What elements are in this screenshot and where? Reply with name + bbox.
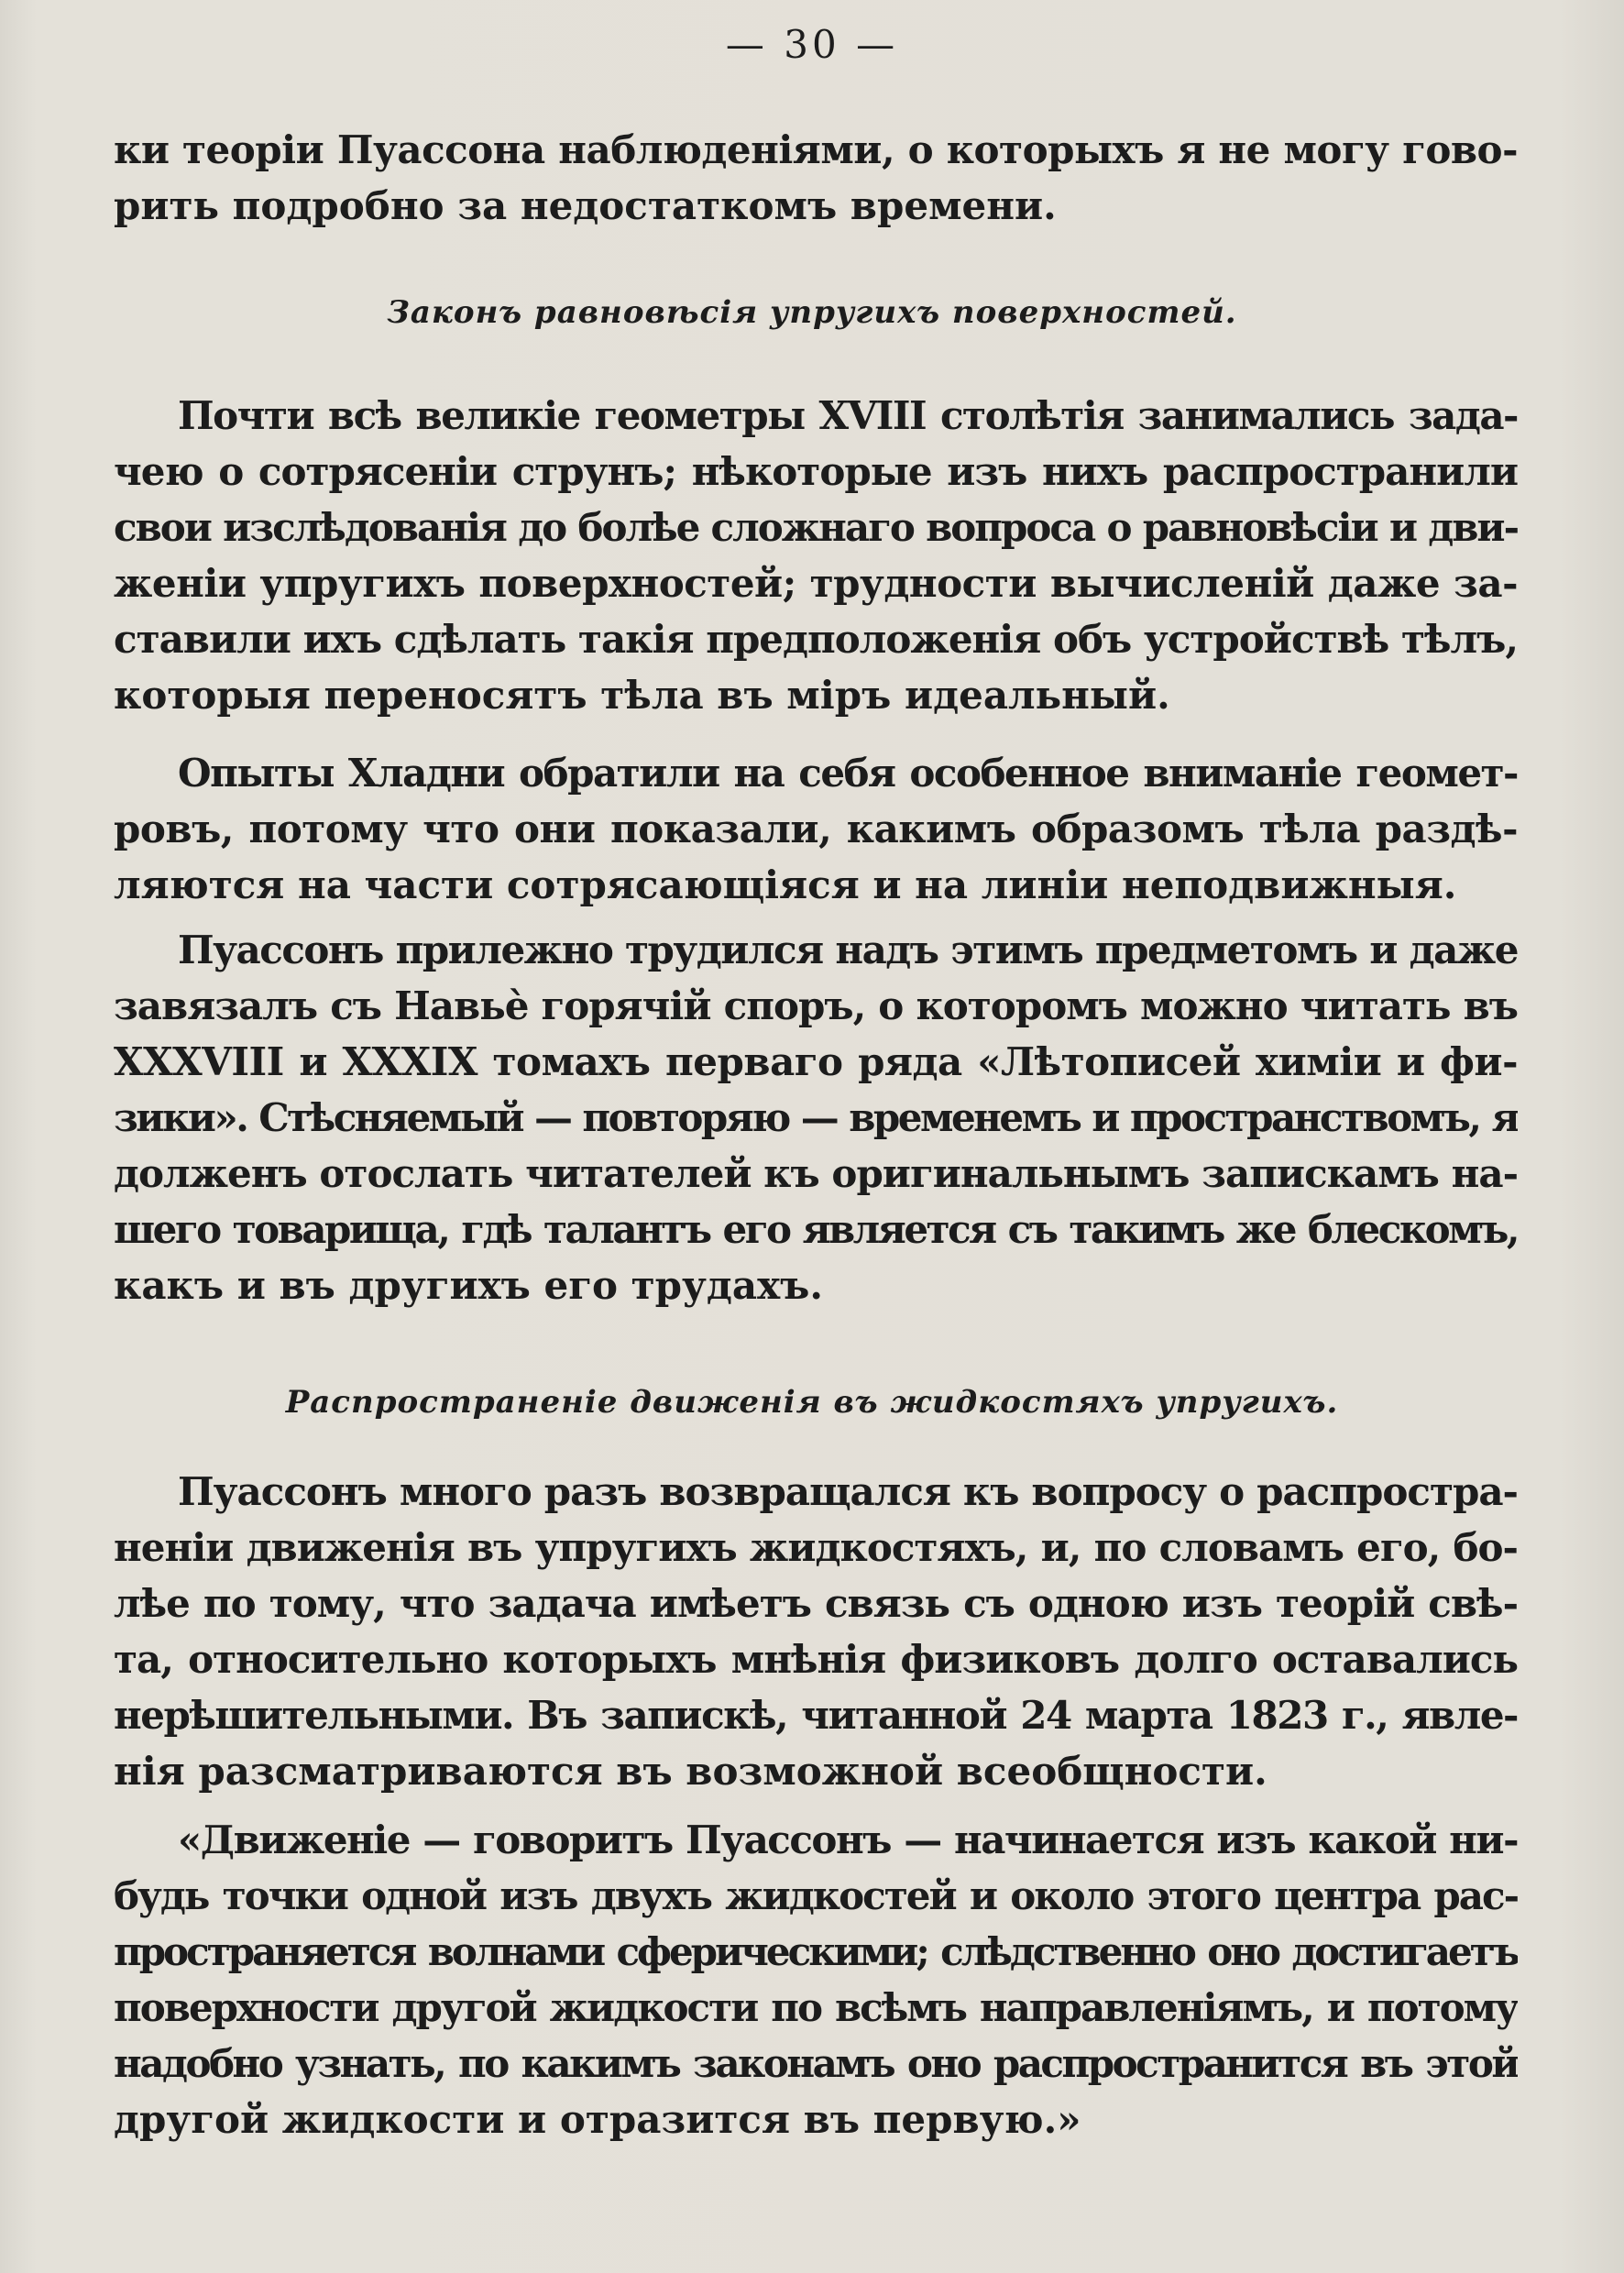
text-line: завязалъ съ Навьѐ горячiй споръ, о которомъ можно читать въ <box>114 983 1518 1028</box>
text-line: ляются на части сотрясающiяся и на линiи неподвижныя. <box>114 862 1457 907</box>
section-heading-equilibrium: Законъ равновѣсiя упругихъ поверхностей. <box>387 294 1237 331</box>
text-line: та, относительно которыхъ мнѣнiя физиковъ долго оставались <box>114 1637 1518 1682</box>
text-line: ставили ихъ сдѣлать такiя предположенiя объ устройствѣ тѣлъ, <box>114 617 1518 662</box>
continuation-paragraph <box>114 122 1518 234</box>
section-heading-propagation: Распространенiе движенiя въ жидкостяхъ упругихъ. <box>285 1384 1339 1421</box>
text-line: женiи упругихъ поверхностей; трудности вычисленiй даже за- <box>114 561 1518 606</box>
text-line: какъ и въ другихъ его трудахъ. <box>114 1263 823 1308</box>
text-line: ки теорiи Пуассона наблюденiями, о которыхъ я не могу гово- <box>114 127 1518 172</box>
text-line: зики». Стѣсняемый — повторяю — временемъ и пространствомъ, я <box>114 1095 1518 1140</box>
text-line: другой жидкости и отразится въ первую.» <box>114 2097 1081 2142</box>
text-line: Почти всѣ великiе геометры XVIII столѣтiя занимались зада- <box>178 393 1518 438</box>
text-line: свои изслѣдованiя до болѣе сложнаго вопроса о равновѣсiи и дви- <box>114 505 1518 550</box>
paragraph <box>114 922 1518 1313</box>
text-line: Пуассонъ много разъ возвращался къ вопросу о распростра- <box>178 1469 1518 1514</box>
text-line: долженъ отослать читателей къ оригинальнымъ запискамъ на- <box>114 1151 1518 1196</box>
paragraph <box>114 1464 1518 1799</box>
text-line: надобно узнать, по какимъ законамъ оно распространится въ этой <box>114 2041 1518 2086</box>
text-line: нерѣшительными. Въ запискѣ, читанной 24 марта 1823 г., явле- <box>114 1693 1518 1738</box>
paragraph <box>114 745 1518 913</box>
text-line: чею о сотрясенiи струнъ; нѣкоторые изъ нихъ распространили <box>114 449 1518 494</box>
text-line: поверхности другой жидкости по всѣмъ направленiямъ, и потому <box>114 1985 1518 2030</box>
paragraph <box>114 388 1518 723</box>
text-line: «Движенiе — говоритъ Пуассонъ — начинается изъ какой ни- <box>178 1817 1518 1862</box>
text-line: Опыты Хладни обратили на себя особенное вниманiе геомет- <box>178 751 1518 796</box>
text-line: ровъ, потому что они показали, какимъ образомъ тѣла раздѣ- <box>114 807 1518 851</box>
text-line: Пуассонъ прилежно трудился надъ этимъ предметомъ и даже <box>178 928 1518 972</box>
text-line: которыя переносятъ тѣла въ мiръ идеальный. <box>114 673 1170 718</box>
page-number: — 30 — <box>725 22 899 67</box>
text-line: XXXVIII и XXXIX томахъ перваго ряда «Лѣтописей химiи и фи- <box>114 1039 1518 1084</box>
text-line: ненiи движенiя въ упругихъ жидкостяхъ, и, по словамъ его, бо- <box>114 1525 1518 1570</box>
text-line: нiя разсматриваются въ возможной всеобщности. <box>114 1749 1267 1794</box>
text-line: будь точки одной изъ двухъ жидкостей и около этого центра рас- <box>114 1873 1518 1918</box>
text-line: шего товарища, гдѣ талантъ его является съ такимъ же блескомъ, <box>114 1207 1518 1252</box>
text-line: пространяется волнами сферическими; слѣдственно оно достигаетъ <box>114 1929 1518 1974</box>
text-line: рить подробно за недостаткомъ времени. <box>114 183 1057 228</box>
text-line: лѣе по тому, что задача имѣетъ связь съ одною изъ теорiй свѣ- <box>114 1581 1518 1626</box>
paragraph <box>114 1812 1518 2147</box>
